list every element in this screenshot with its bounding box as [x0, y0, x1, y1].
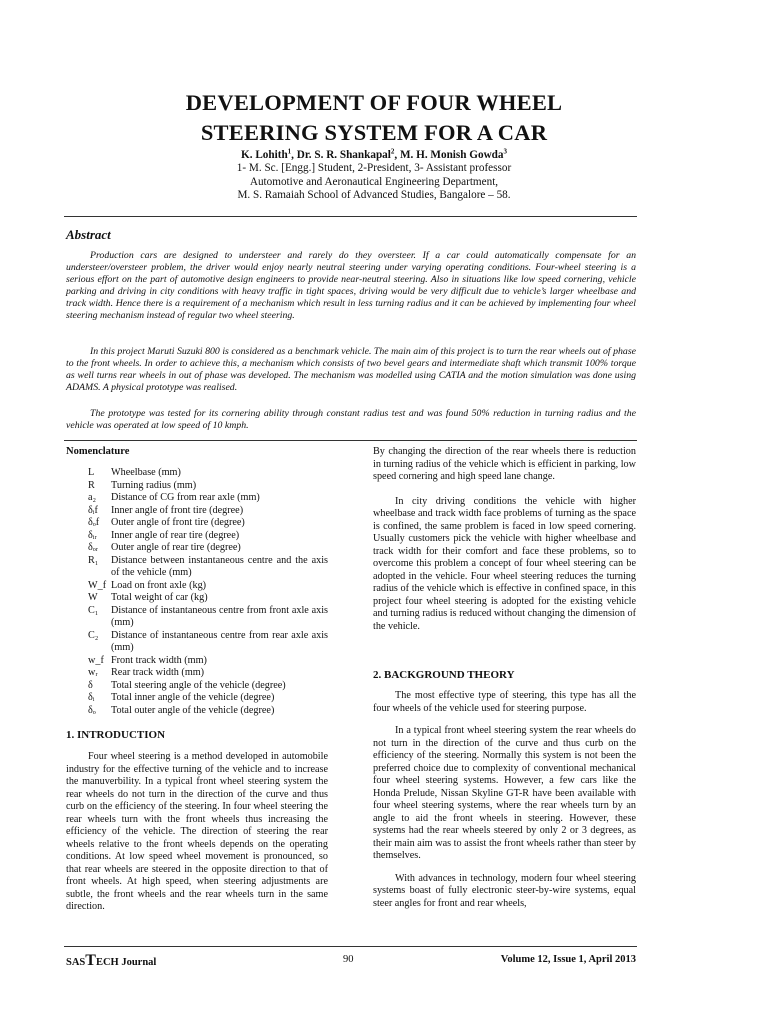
- affiliation-line-3: M. S. Ramaiah School of Advanced Studies, Bangalore – 58.: [237, 188, 511, 201]
- nomenclature-symbol: δᵢᵣ: [88, 529, 97, 541]
- header-divider: [64, 216, 637, 217]
- nomenclature-symbol: W: [88, 592, 98, 603]
- introduction-body: [66, 751, 328, 914]
- right-paragraph-1: By changing the direction of the rear wheels there is reduction in turning radius of the vehicle which is efficient in parking, low speed cornering and high speed lane change.: [373, 446, 636, 482]
- nomenclature-symbol: wᵣ: [88, 667, 98, 678]
- right-column-bottom: [373, 690, 636, 910]
- nomenclature-symbol: δₒ: [88, 704, 96, 716]
- nomenclature-symbol: C₁: [88, 604, 99, 616]
- nomenclature-symbol: δ: [88, 679, 93, 691]
- journal-big-letter: T: [85, 952, 96, 969]
- nomenclature-definition: Rear track width (mm): [111, 667, 205, 678]
- right-paragraph-2: In city driving conditions the vehicle with higher wheelbase and track width face problems of turning as the space is confined, the same problem is faced in low speed cornering. Usually customers pick the vehicle with higher wheelbase and track width for their comfort and face these problems, so to overcome this problem a concept of four wheel steering can be adopted in the vehicle. Four wheel steering reduces the turning radius of the vehicle which is effective in confined space, in this project four wheel steering is adopted for the existing vehicle and turning radius is reduced without changing the dimension of the vehicle.: [373, 495, 636, 632]
- right-paragraph-4: In a typical front wheel steering system the rear wheels do not turn in the direction of the curve and thus curb on the efficiency of the steering. Normally this system is not been the preferred choice due to complexity of conventional mechanical four wheel steering systems. However, a few cars like the Honda Prelude, Nissan Skyline GT-R have been available with four wheel steering systems, where the rear wheels turn by an angle to aid the front wheels in steering. However, these systems had the rear wheels steered by only 2 or 3 degrees, as their main aim was to assist the front wheels rather than steer by themselves.: [373, 725, 636, 861]
- journal-suffix: ECH Journal: [95, 957, 157, 968]
- journal-prefix: SAS: [66, 957, 86, 968]
- nomenclature-definition: Outer angle of front tire (degree): [111, 517, 245, 528]
- author-3-sup: 3: [503, 147, 507, 156]
- nomenclature-definition: Total weight of car (kg): [111, 592, 208, 603]
- background-heading: 2. BACKGROUND THEORY: [373, 669, 515, 681]
- nomenclature-symbol: L: [88, 467, 95, 478]
- title-line-1: DEVELOPMENT OF FOUR WHEEL: [185, 90, 563, 115]
- author-names: [60, 149, 688, 162]
- nomenclature-definition: Front track width (mm): [111, 654, 207, 666]
- nomenclature-symbol: δₒf: [88, 517, 100, 528]
- volume-info: Volume 12, Issue 1, April 2013: [500, 954, 636, 965]
- nomenclature-definition: Load on front axle (kg): [111, 579, 207, 591]
- nomenclature-symbol: R₁: [88, 554, 99, 566]
- nomenclature-symbol: R: [88, 479, 95, 491]
- nomenclature-definition: Total outer angle of the vehicle (degree): [111, 704, 275, 716]
- nomenclature-symbol: w_f: [88, 654, 104, 666]
- nomenclature-definition: Distance between instantaneous centre and the axis of the vehicle (mm): [111, 554, 328, 578]
- journal-name: [66, 952, 156, 970]
- affiliation-line-1: 1- M. Sc. [Engg.] Student, 2-President, 3- Assistant professor: [236, 162, 512, 175]
- nomenclature-definition: Total inner angle of the vehicle (degree): [111, 692, 275, 703]
- nomenclature-symbol: W_f: [88, 579, 107, 591]
- introduction-heading: 1. INTRODUCTION: [66, 729, 166, 741]
- abstract-paragraph-1: Production cars are designed to understeer and rarely do they oversteer. If a car could automatically compensate for an understeer/oversteer problem, the driver would enjoy nearly neutral steering under varying operating conditions. Four-wheel steering is a serious effort on the part of automotive design engineers to provide near-neutral steering. Also in situations like low speed cornering, vehicle parking and driving in city conditions with heavy traffic in tight spaces, driving would be very difficult due to vehicle’s larger wheelbase and track width. Hence there is a requirement of a mechanism which result in less turning radius and it can be achieved by implementing four wheel steering mechanism instead of regular two wheel steering.: [66, 250, 636, 322]
- right-paragraph-3: The most effective type of steering, this type has all the four wheels of the vehicle used for steering purpose.: [373, 690, 636, 714]
- author-2-sup: 2: [390, 147, 395, 156]
- abstract-paragraph-2: In this project Maruti Suzuki 800 is considered as a benchmark vehicle. The main aim of this project is to turn the rear wheels out of phase to the front wheels. In order to achieve this, a mechanism which consists of two bevel gears and intermediate shaft which transmit 100% torque as well turns rear wheels in out of phase was developed. The mechanism was modelled using CATIA and the motion simulation was done using ADAMS. A physical prototype was realised.: [66, 346, 636, 394]
- nomenclature-symbol: δᵢ: [88, 692, 95, 703]
- nomenclature-symbol: δᵢf: [88, 504, 98, 516]
- abstract-heading: Abstract: [66, 227, 111, 242]
- nomenclature-heading: Nomenclature: [66, 446, 130, 457]
- right-paragraph-5: With advances in technology, modern four wheel steering systems boast of fully electronic steer-by-wire systems, equal steer angles for front and rear wheels,: [373, 872, 636, 909]
- author-1-sup: 1: [287, 147, 292, 156]
- nomenclature-definition: Inner angle of front tire (degree): [111, 504, 244, 516]
- affiliation-line-2: Automotive and Aeronautical Engineering Department,: [249, 175, 499, 188]
- nomenclature-definition: Turning radius (mm): [111, 479, 197, 491]
- footer-divider: [64, 946, 637, 947]
- author-2: , Dr. S. R. Shankapal: [291, 149, 391, 161]
- author-3: , M. H. Monish Gowda: [394, 149, 504, 161]
- right-column-top: [373, 446, 636, 633]
- nomenclature-symbol: a₂: [88, 492, 97, 503]
- nomenclature-definition: Total steering angle of the vehicle (degree): [111, 679, 286, 691]
- author-1: K. Lohith: [241, 149, 288, 161]
- abstract-paragraph-3: The prototype was tested for its cornering ability through constant radius test and was found 50% reduction in turning radius and the vehicle was operated at low speed of 10 kmph.: [66, 408, 636, 432]
- nomenclature-definition: Distance of instantaneous centre from front axle axis (mm): [111, 604, 328, 628]
- nomenclature-symbol: C₂: [88, 629, 99, 641]
- paper-title: [60, 88, 688, 148]
- nomenclature-definition: Outer angle of rear tire (degree): [111, 542, 241, 553]
- author-block: [60, 149, 688, 202]
- nomenclature-definition: Wheelbase (mm): [111, 467, 181, 478]
- title-line-2: STEERING SYSTEM FOR A CAR: [200, 120, 548, 145]
- abstract-divider: [64, 440, 637, 441]
- nomenclature-symbol: δₒᵣ: [88, 542, 99, 553]
- introduction-paragraph-1: Four wheel steering is a method developed in automobile industry for the effective turning of the vehicle and to increase the manuverbility. In a typical front wheel steering system the rear wheels do not turn in the direction of the curve and thus curb on the efficiency of the steering. In four wheel steering the rear wheels turn with the front wheels thus increasing the efficiency of the vehicle. The direction of steering the rear wheels relative to the front wheels depends on the operating conditions. At low speed wheel movement is pronounced, so that rear wheels are steered in the opposite direction to that of front wheels. At high speed, when steering adjustments are subtle, the front wheels and the rear wheels turn in the same direction.: [66, 751, 328, 912]
- nomenclature-definition: Distance of CG from rear axle (mm): [111, 492, 260, 503]
- page-number: 90: [343, 954, 354, 965]
- nomenclature-definition: Inner angle of rear tire (degree): [111, 529, 240, 541]
- nomenclature-definition: Distance of instantaneous centre from rear axle axis (mm): [111, 629, 328, 653]
